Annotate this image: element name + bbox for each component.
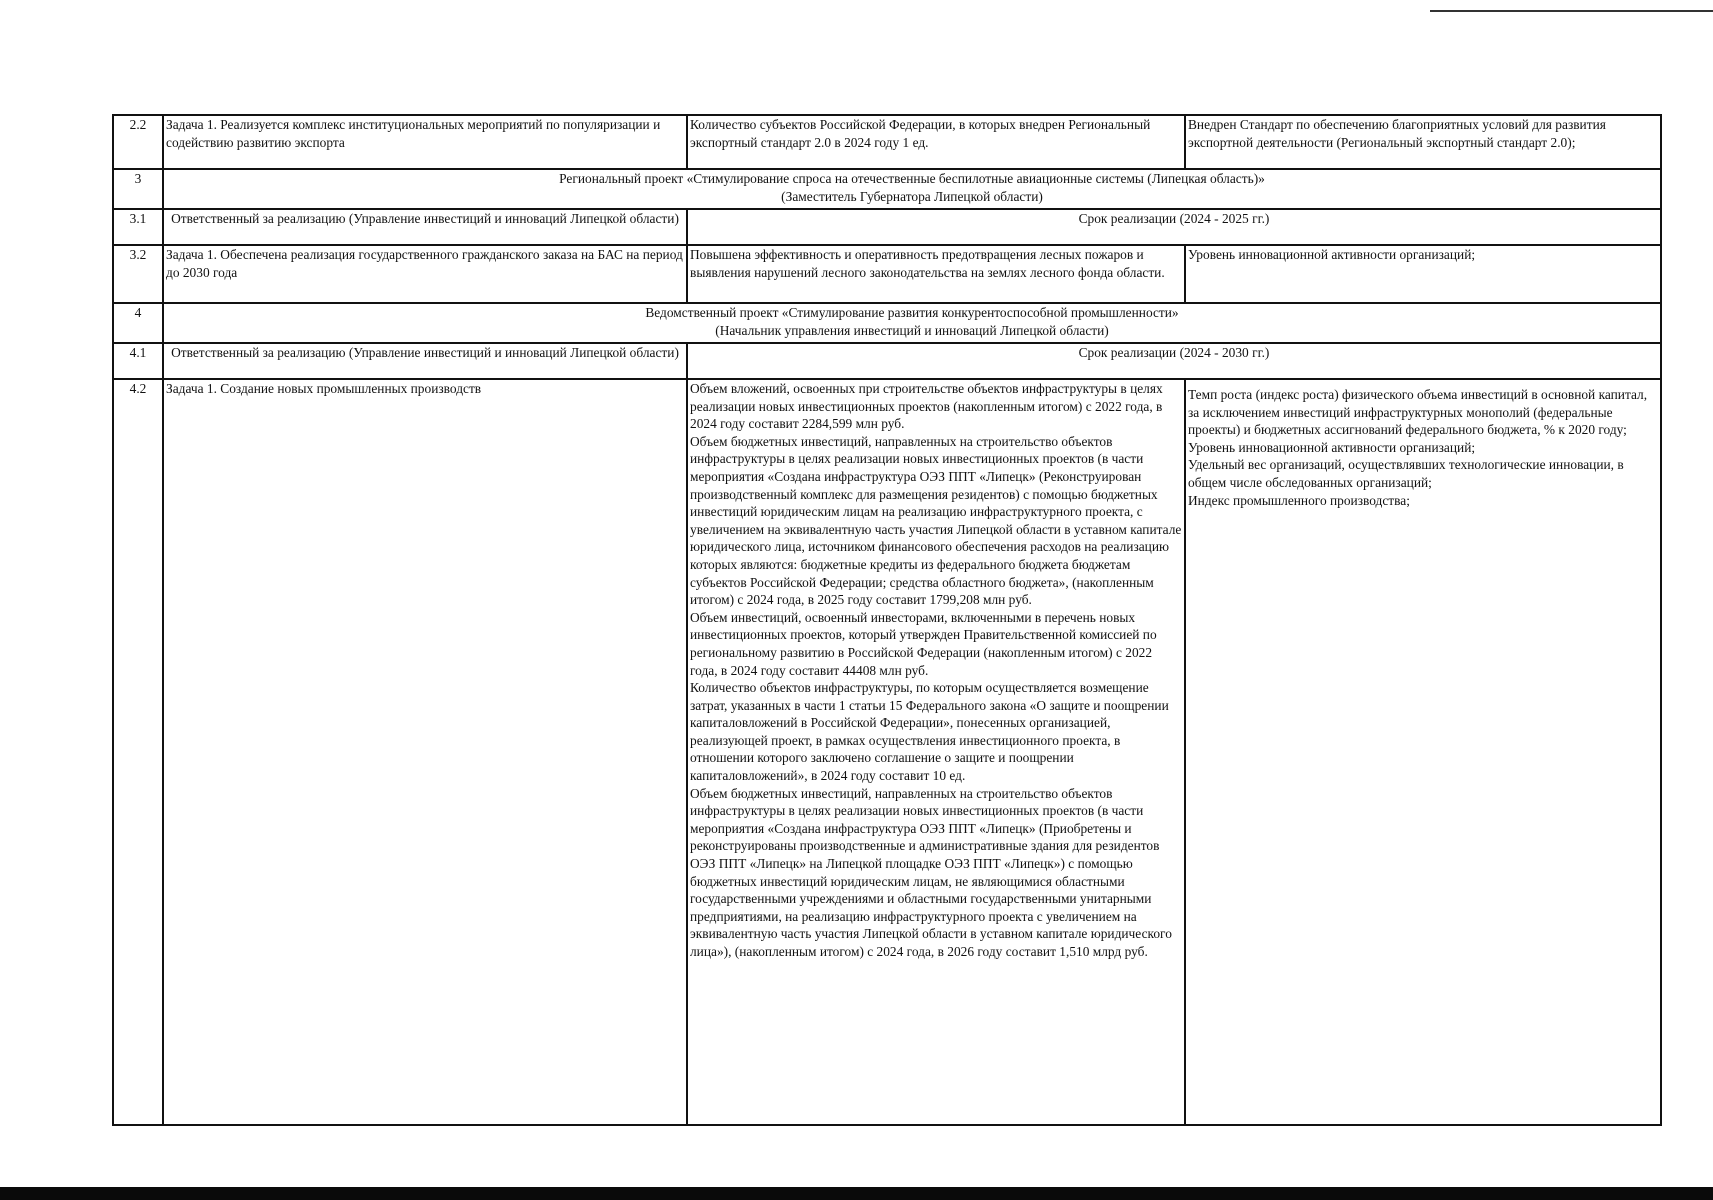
project-curator: (Начальник управления инвестиций и инноваций Липецкой области) — [715, 322, 1109, 338]
term-cell: Срок реализации (2024 - 2025 гг.) — [687, 209, 1661, 245]
row-number: 4 — [113, 303, 163, 343]
row-number: 4.1 — [113, 343, 163, 379]
indicators-cell — [1185, 379, 1661, 1125]
task-cell: Задача 1. Реализуется комплекс институциональных мероприятий по популяризации и содействию развитию экспорта — [163, 115, 687, 169]
result-item: Количество объектов инфраструктуры, по которым осуществляется возмещение затрат, указанных в части 1 статьи 15 Федерального закона «О защите и поощрении капиталовложений в Российской Федерации», понесенных организацией, реализующей проект, в рамках осуществления инвестиционного проекта, в отношении которого заключено соглашение о защите и поощрении капиталовложений», в 2024 году составит 10 ед. — [690, 680, 1169, 784]
row-number: 4.2 — [113, 379, 163, 1125]
project-title-cell — [163, 169, 1661, 209]
results-cell — [687, 379, 1185, 1125]
responsible-cell: Ответственный за реализацию (Управление инвестиций и инноваций Липецкой области) — [163, 209, 687, 245]
project-title-cell — [163, 303, 1661, 343]
row-number: 2.2 — [113, 115, 163, 169]
task-cell: Задача 1. Создание новых промышленных производств — [163, 379, 687, 1125]
row-number: 3 — [113, 169, 163, 209]
indicator-cell: Внедрен Стандарт по обеспечению благоприятных условий для развития экспортной деятельности (Региональный экспортный стандарт 2.0); — [1185, 115, 1661, 169]
result-item: Объем инвестиций, освоенный инвесторами, включенными в перечень новых инвестиционных проектов, который утвержден Правительственной комиссией по региональному развитию в Российской Федерации (накопленным итогом) с 2022 года, в 2024 году составит 44408 млн руб. — [690, 609, 1157, 678]
table-row-2-2 — [113, 115, 1661, 169]
project-title: Ведомственный проект «Стимулирование развития конкурентоспособной промышленности» — [645, 305, 1179, 320]
table-row-3-1 — [113, 209, 1661, 245]
project-curator: (Заместитель Губернатора Липецкой области) — [781, 188, 1043, 204]
row-number: 3.1 — [113, 209, 163, 245]
result-item: Объем вложений, освоенных при строительстве объектов инфраструктуры в целях реализации новых инвестиционных проектов (накопленным итогом) с 2022 года, в 2024 году составит 2284,599 млн руб. — [690, 381, 1163, 432]
project-title: Региональный проект «Стимулирование спроса на отечественные беспилотные авиационные системы (Липецкая область)» — [559, 171, 1265, 186]
result-cell: Количество субъектов Российской Федерации, в которых внедрен Региональный экспортный стандарт 2.0 в 2024 году 1 ед. — [687, 115, 1185, 169]
table-row-4-2 — [113, 379, 1661, 1125]
result-cell: Повышена эффективность и оперативность предотвращения лесных пожаров и выявления нарушений лесного законодательства на землях лесного фонда области. — [687, 245, 1185, 303]
table-row-4 — [113, 303, 1661, 343]
result-item: Объем бюджетных инвестиций, направленных на строительство объектов инфраструктуры в целях реализации новых инвестиционных проектов (в части мероприятия «Создана инфраструктура ОЭЗ ППТ «Липецк» (Реконструирован производственный комплекс для размещения резидентов) с помощью бюджетных инвестиций юридическим лицам на реализацию инфраструктурного проекта, с увеличением на эквивалентную часть участия Липецкой области в уставном капитале юридического лица, источником финансового обеспечения расходов на реализацию которых являются: бюджетные кредиты из федерального бюджета бюджетам субъектов Российской Федерации; средства областного бюджета», (накопленным итогом) с 2024 года, в 2025 году составит 1799,208 млн руб. — [690, 433, 1182, 608]
top-edge-rule — [1430, 10, 1713, 12]
indicator-item: Темп роста (индекс роста) физического объема инвестиций в основной капитал, за исключением инвестиций инфраструктурных монополий (федеральные проекты) и бюджетных ассигнований федерального бюджета, % к 2020 году; — [1188, 387, 1648, 438]
indicator-item: Удельный вес организаций, осуществлявших технологические инновации, в общем числе обследованных организаций; — [1188, 457, 1624, 490]
table-row-3 — [113, 169, 1661, 209]
table-row-3-2 — [113, 245, 1661, 303]
responsible-cell: Ответственный за реализацию (Управление инвестиций и инноваций Липецкой области) — [163, 343, 687, 379]
indicator-item: Уровень инновационной активности организаций; — [1188, 439, 1476, 455]
project-table — [112, 114, 1662, 1126]
scan-bottom-band — [0, 1187, 1713, 1200]
indicator-item: Индекс промышленного производства; — [1188, 492, 1410, 508]
term-cell: Срок реализации (2024 - 2030 гг.) — [687, 343, 1661, 379]
indicator-cell: Уровень инновационной активности организаций; — [1185, 245, 1661, 303]
task-cell: Задача 1. Обеспечена реализация государственного гражданского заказа на БАС на период до 2030 года — [163, 245, 687, 303]
row-number: 3.2 — [113, 245, 163, 303]
table-row-4-1 — [113, 343, 1661, 379]
result-item: Объем бюджетных инвестиций, направленных на строительство объектов инфраструктуры в целях реализации новых инвестиционных проектов (в части мероприятия «Создана инфраструктура ОЭЗ ППТ «Липецк» (Приобретены и реконструированы производственные и административные здания для резидентов ОЭЗ ППТ «Липецк» на Липецкой площадке ОЭЗ ППТ «Липецк») с помощью бюджетных инвестиций юридическим лицам, не являющимися областными государственными учреждениями и областными государственными унитарными предприятиями, на реализацию инфраструктурного проекта с увеличением на эквивалентную часть участия Липецкой области в уставном капитале юридического лица»), (накопленным итогом) с 2024 года, в 2026 году составит 1,510 млрд руб. — [690, 785, 1172, 959]
